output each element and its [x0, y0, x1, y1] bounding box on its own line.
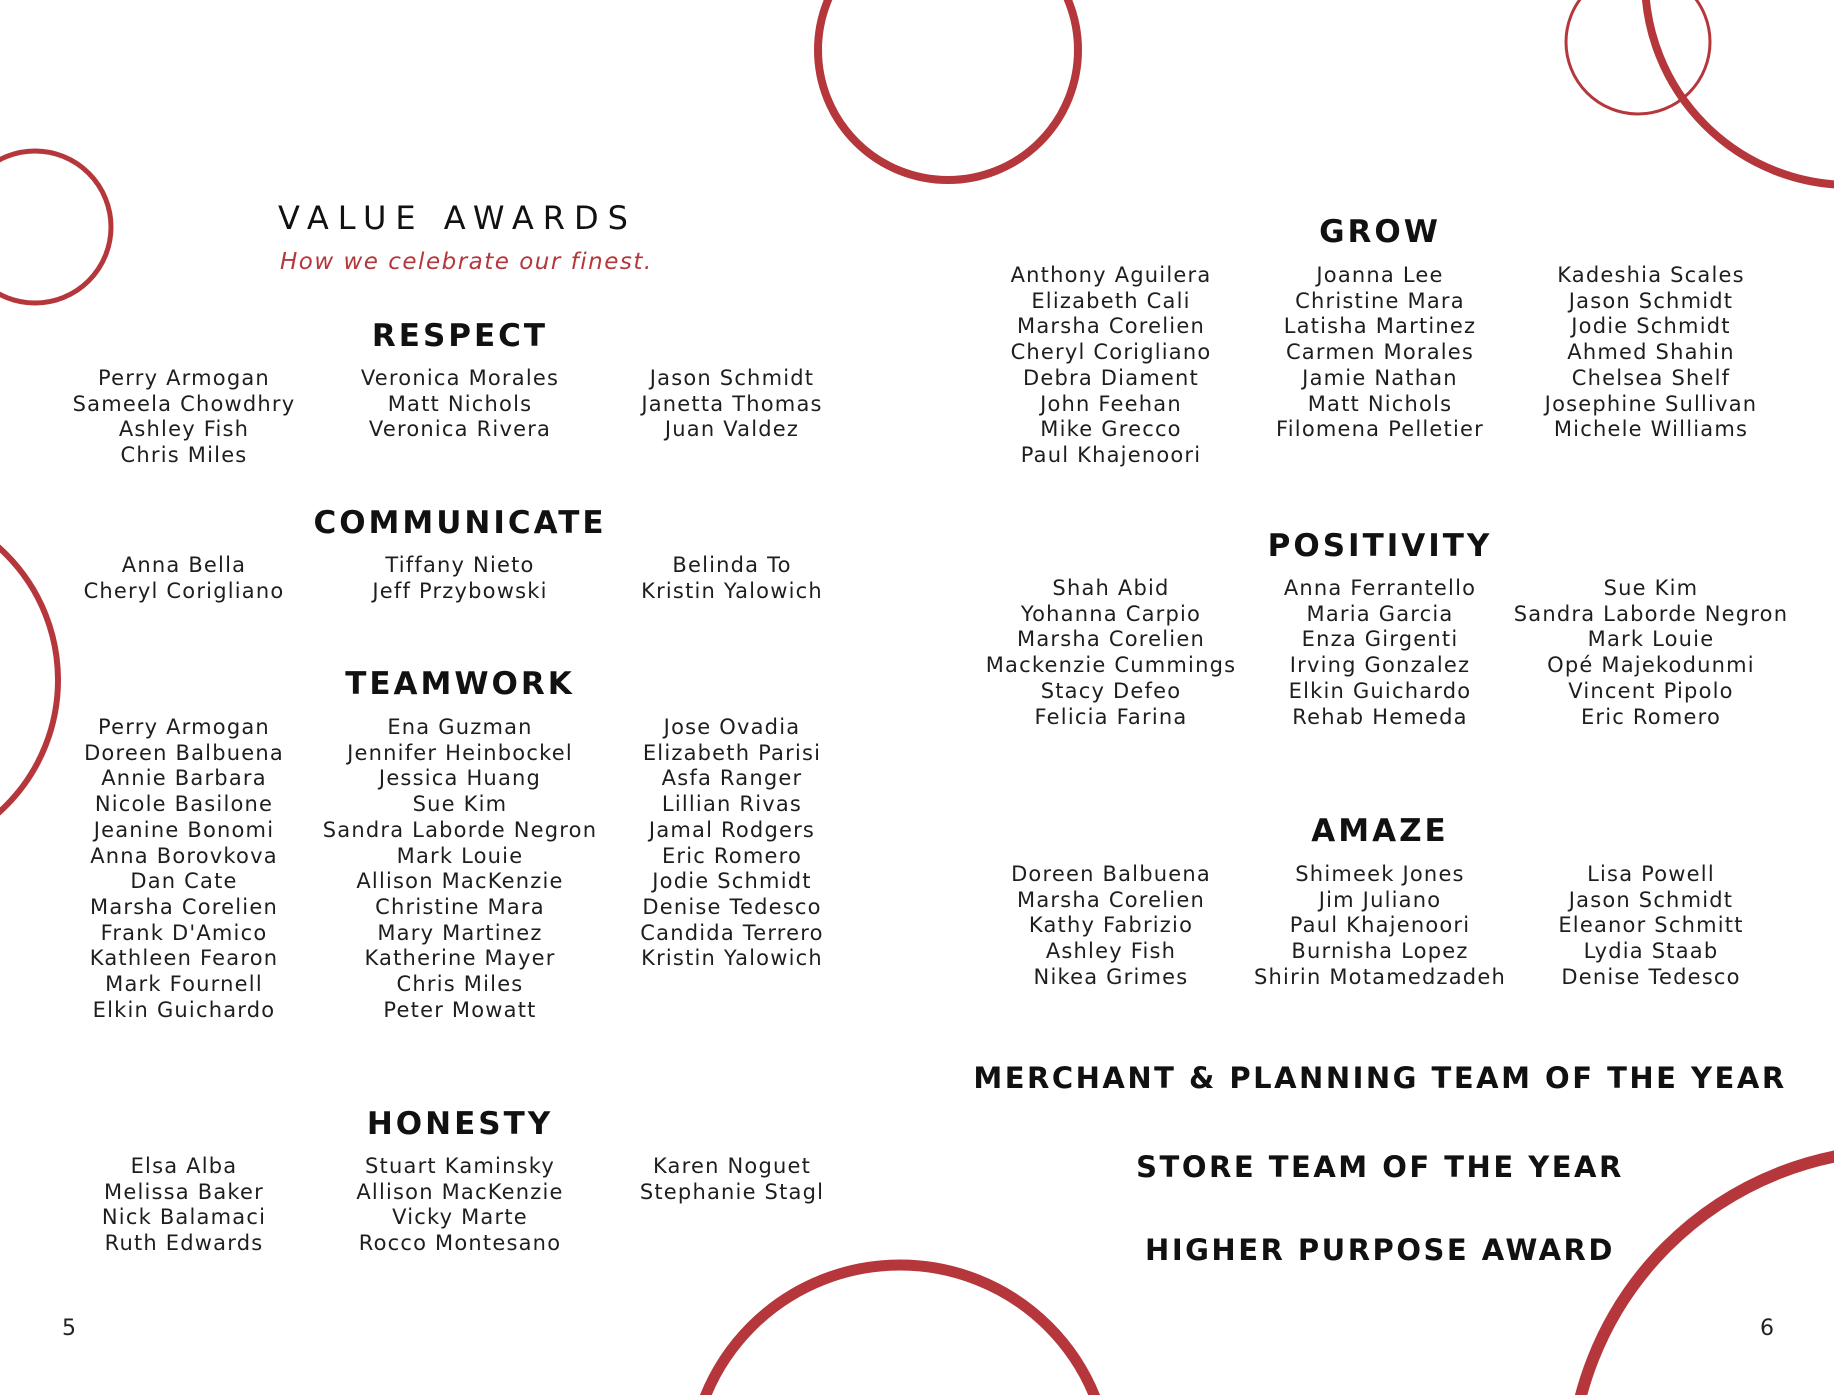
- award-merchant-planning-team: MERCHANT & PLANNING TEAM OF THE YEAR: [973, 1061, 1787, 1095]
- honoree-name: Shirin Motamedzadeh: [1254, 964, 1506, 989]
- honoree-name: Michele Williams: [1553, 417, 1749, 442]
- honoree-name: Jeff Przybowski: [372, 578, 548, 603]
- honoree-name: Ruth Edwards: [104, 1231, 264, 1256]
- honoree-name: Frank D'Amico: [100, 920, 268, 945]
- honoree-name: Marsha Corelien: [1017, 314, 1205, 339]
- honoree-name: Asfa Ranger: [661, 766, 803, 791]
- name-column: [320, 553, 600, 604]
- honoree-name: Jason Schmidt: [649, 366, 815, 390]
- ring-left-top: [0, 151, 111, 303]
- page-number-left: 5: [62, 1316, 76, 1341]
- honoree-name: John Feehan: [1040, 391, 1182, 416]
- honoree-name: Annie Barbara: [101, 766, 267, 791]
- honoree-name: Denise Tedesco: [642, 894, 822, 919]
- honoree-name: Filomena Pelletier: [1276, 417, 1484, 442]
- honoree-name: Nikea Grimes: [1033, 964, 1189, 989]
- name-column: [320, 366, 600, 443]
- honoree-name: Sandra Laborde Negron: [1513, 601, 1789, 626]
- honoree-name: Chris Miles: [120, 443, 248, 468]
- honoree-name: Marsha Corelien: [1017, 887, 1205, 912]
- honoree-name: Juan Valdez: [664, 417, 800, 442]
- name-column: [1511, 263, 1791, 443]
- honoree-name: Doreen Balbuena: [84, 740, 284, 765]
- honoree-name: Katherine Mayer: [364, 946, 556, 971]
- honoree-name: Jessica Huang: [378, 766, 542, 791]
- honoree-name: Joanna Lee: [1316, 263, 1444, 287]
- honoree-name: Christine Mara: [1295, 288, 1465, 313]
- honoree-name: Jason Schmidt: [1568, 887, 1734, 912]
- name-column: [971, 576, 1251, 730]
- section-heading-teamwork: TEAMWORK: [345, 666, 575, 702]
- honoree-name: Chelsea Shelf: [1571, 365, 1731, 390]
- honoree-name: Tiffany Nieto: [385, 553, 535, 577]
- honoree-name: Dan Cate: [130, 869, 238, 894]
- page-title: VALUE AWARDS: [278, 199, 637, 237]
- name-column: [592, 553, 872, 604]
- honoree-name: Elizabeth Cali: [1031, 288, 1191, 313]
- name-column: [320, 715, 600, 1023]
- section-heading-honesty: HONESTY: [366, 1106, 554, 1142]
- honoree-name: Paul Khajenoori: [1020, 442, 1202, 467]
- name-column: [44, 366, 324, 469]
- honoree-name: Cheryl Corigliano: [1010, 340, 1212, 365]
- honoree-name: Josephine Sullivan: [1544, 391, 1758, 416]
- honoree-name: Eleanor Schmitt: [1558, 913, 1744, 938]
- honoree-name: Anna Bella: [121, 553, 247, 577]
- honoree-name: Veronica Morales: [360, 366, 560, 390]
- honoree-name: Lisa Powell: [1587, 862, 1715, 886]
- name-column: [1240, 576, 1520, 730]
- name-column: [1240, 263, 1520, 443]
- honoree-name: Kathleen Fearon: [89, 946, 279, 971]
- honoree-name: Burnisha Lopez: [1291, 939, 1469, 964]
- honoree-name: Allison MacKenzie: [356, 869, 564, 894]
- honoree-name: Debra Diament: [1023, 365, 1199, 390]
- honoree-name: Jamie Nathan: [1302, 365, 1458, 390]
- honoree-name: Jodie Schmidt: [1571, 314, 1731, 339]
- honoree-name: Elkin Guichardo: [92, 997, 276, 1022]
- honoree-name: Eric Romero: [1580, 704, 1722, 729]
- honoree-name: Allison MacKenzie: [356, 1179, 564, 1204]
- honoree-name: Yohanna Carpio: [1020, 601, 1202, 626]
- ring-top-right-large: [1645, 0, 1834, 185]
- honoree-name: Stuart Kaminsky: [365, 1154, 555, 1178]
- section-heading-amaze: AMAZE: [1311, 813, 1449, 849]
- honoree-name: Jodie Schmidt: [652, 869, 812, 894]
- section-heading-respect: RESPECT: [371, 318, 549, 354]
- name-column: [320, 1154, 600, 1257]
- honoree-name: Doreen Balbuena: [1011, 862, 1211, 886]
- honoree-name: Carmen Morales: [1285, 340, 1475, 365]
- honoree-name: Kristin Yalowich: [641, 946, 823, 971]
- honoree-name: Belinda To: [672, 553, 792, 577]
- honoree-name: Eric Romero: [661, 843, 803, 868]
- page-number-right: 6: [1760, 1316, 1774, 1341]
- honoree-name: Felicia Farina: [1034, 704, 1188, 729]
- honoree-name: Ashley Fish: [1045, 939, 1177, 964]
- award-store-team: STORE TEAM OF THE YEAR: [1136, 1150, 1624, 1184]
- honoree-name: Mark Fournell: [105, 972, 263, 997]
- honoree-name: Elsa Alba: [130, 1154, 238, 1178]
- honoree-name: Shimeek Jones: [1295, 862, 1465, 886]
- name-column: [592, 715, 872, 972]
- honoree-name: Janetta Thomas: [641, 391, 823, 416]
- name-column: [1240, 862, 1520, 991]
- honoree-name: Jennifer Heinbockel: [347, 740, 573, 765]
- honoree-name: Cheryl Corigliano: [83, 578, 285, 603]
- honoree-name: Nicole Basilone: [94, 792, 274, 817]
- name-column: [44, 1154, 324, 1257]
- honoree-name: Chris Miles: [396, 972, 524, 997]
- honoree-name: Elizabeth Parisi: [642, 740, 822, 765]
- honoree-name: Veronica Rivera: [368, 417, 552, 442]
- ring-bottom-center: [690, 1265, 1110, 1395]
- honoree-name: Mackenzie Cummings: [985, 653, 1237, 678]
- honoree-name: Opé Majekodunmi: [1547, 653, 1755, 678]
- honoree-name: Karen Noguet: [652, 1154, 812, 1178]
- honoree-name: Stephanie Stagl: [639, 1179, 825, 1204]
- honoree-name: Perry Armogan: [98, 715, 270, 739]
- honoree-name: Sandra Laborde Negron: [322, 817, 598, 842]
- page-subtitle: How we celebrate our finest.: [280, 249, 653, 275]
- honoree-name: Jose Ovadia: [663, 715, 801, 739]
- ring-top-right-small: [1566, 0, 1710, 114]
- honoree-name: Vicky Marte: [392, 1205, 528, 1230]
- honoree-name: Kathy Fabrizio: [1028, 913, 1194, 938]
- honoree-name: Lillian Rivas: [661, 792, 803, 817]
- honoree-name: Paul Khajenoori: [1289, 913, 1471, 938]
- honoree-name: Nick Balamaci: [101, 1205, 267, 1230]
- honoree-name: Perry Armogan: [98, 366, 270, 390]
- honoree-name: Latisha Martinez: [1283, 314, 1477, 339]
- honoree-name: Jason Schmidt: [1568, 288, 1734, 313]
- honoree-name: Shah Abid: [1052, 576, 1170, 600]
- ring-top-center: [818, 0, 1078, 180]
- honoree-name: Ashley Fish: [118, 417, 250, 442]
- honoree-name: Maria Garcia: [1306, 601, 1454, 626]
- honoree-name: Melissa Baker: [104, 1179, 264, 1204]
- honoree-name: Elkin Guichardo: [1288, 678, 1472, 703]
- honoree-name: Anthony Aguilera: [1010, 263, 1212, 287]
- honoree-name: Marsha Corelien: [1017, 627, 1205, 652]
- name-column: [1511, 576, 1791, 730]
- ring-bottom-right: [1570, 1150, 1834, 1395]
- honoree-name: Stacy Defeo: [1040, 678, 1182, 703]
- honoree-name: Lydia Staab: [1583, 939, 1719, 964]
- honoree-name: Mark Louie: [396, 843, 524, 868]
- honoree-name: Vincent Pipolo: [1568, 678, 1734, 703]
- honoree-name: Kristin Yalowich: [641, 578, 823, 603]
- name-column: [971, 862, 1251, 991]
- honoree-name: Ahmed Shahin: [1567, 340, 1735, 365]
- honoree-name: Matt Nichols: [387, 391, 533, 416]
- honoree-name: Irving Gonzalez: [1289, 653, 1471, 678]
- name-column: [1511, 862, 1791, 991]
- honoree-name: Enza Girgenti: [1301, 627, 1459, 652]
- honoree-name: Anna Borovkova: [90, 843, 278, 868]
- honoree-name: Marsha Corelien: [90, 894, 278, 919]
- honoree-name: Sameela Chowdhry: [72, 391, 296, 416]
- honoree-name: Denise Tedesco: [1561, 964, 1741, 989]
- honoree-name: Candida Terrero: [640, 920, 824, 945]
- honoree-name: Kadeshia Scales: [1557, 263, 1745, 287]
- honoree-name: Mark Louie: [1587, 627, 1715, 652]
- name-column: [971, 263, 1251, 469]
- name-column: [44, 715, 324, 1023]
- honoree-name: Jeanine Bonomi: [93, 817, 275, 842]
- honoree-name: Anna Ferrantello: [1283, 576, 1477, 600]
- honoree-name: Ena Guzman: [387, 715, 533, 739]
- honoree-name: Jamal Rodgers: [648, 817, 816, 842]
- honoree-name: Sue Kim: [1603, 576, 1699, 600]
- name-column: [44, 553, 324, 604]
- name-column: [592, 366, 872, 443]
- section-heading-communicate: COMMUNICATE: [313, 505, 607, 541]
- section-heading-positivity: POSITIVITY: [1267, 528, 1493, 564]
- award-higher-purpose: HIGHER PURPOSE AWARD: [1145, 1233, 1615, 1267]
- section-heading-grow: GROW: [1319, 214, 1441, 250]
- name-column: [592, 1154, 872, 1205]
- honoree-name: Jim Juliano: [1318, 887, 1442, 912]
- honoree-name: Mike Grecco: [1040, 417, 1182, 442]
- honoree-name: Mary Martinez: [377, 920, 543, 945]
- honoree-name: Sue Kim: [412, 792, 508, 817]
- honoree-name: Christine Mara: [375, 894, 545, 919]
- honoree-name: Matt Nichols: [1307, 391, 1453, 416]
- honoree-name: Peter Mowatt: [383, 997, 537, 1022]
- honoree-name: Rocco Montesano: [358, 1231, 562, 1256]
- honoree-name: Rehab Hemeda: [1292, 704, 1468, 729]
